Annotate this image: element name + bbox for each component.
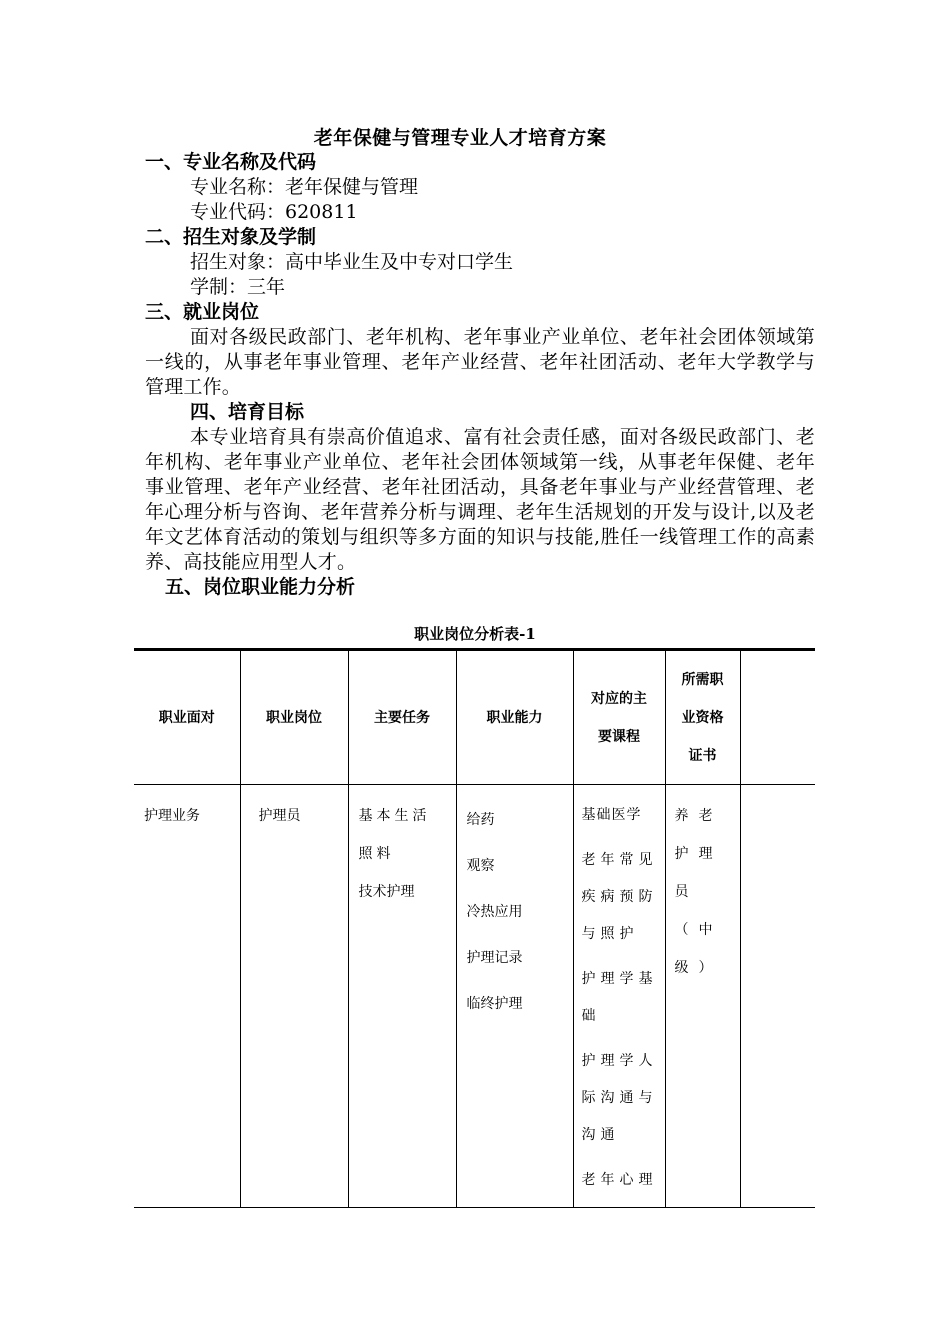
header-certificate [665, 650, 740, 785]
ability-item: 冷热应用 [466, 904, 523, 920]
section-5-heading: 五、岗位职业能力分析 [165, 576, 356, 598]
course-item: 老年常见疾病预防与照护 [581, 852, 658, 942]
cell-tasks [348, 785, 456, 1208]
section-4-paragraph: 本专业培育具有崇高价值追求、富有社会责任感，面对各级民政部门、老年机构、老年事业产业单位、老年社会团体领域第一线，从事老年保健、老年事业管理、老年产业经营、老年社团活动，具备老年事业与产业经营管理、老年心理分析与咨询、老年营养分析与调理、老年生活规划的开发与设计,以及老年文艺体育活动的策划与组织等多方面的知识与技能,胜任一线管理工作的高素养、高技能应用型人才。 [145, 426, 815, 573]
cell-field-text: 护理业务 [144, 808, 200, 824]
cell-post [240, 785, 348, 1208]
section-3-paragraph: 面对各级民政部门、老年机构、老年事业产业单位、老年社会团体领域第一线的，从事老年事业管理、老年产业经营、老年社团活动、老年大学教学与管理工作。 [145, 326, 815, 398]
course-item: 护理学人际沟通与沟通 [581, 1053, 658, 1143]
job-analysis-table [134, 648, 815, 1208]
header-certificate-line-1: 所需职 [681, 671, 724, 688]
header-courses-line-1: 对应的主 [591, 690, 647, 707]
table-caption: 职业岗位分析表-1 [414, 625, 536, 643]
ability-item: 给药 [466, 812, 495, 828]
header-certificate-line-2: 业资格 [681, 709, 724, 726]
major-code-line: 专业代码：620811 [190, 201, 358, 223]
course-item: 老年心理 [581, 1172, 658, 1188]
document-body [145, 150, 815, 600]
header-field: 职业面对 [134, 650, 240, 785]
cell-empty [740, 785, 815, 1208]
document-title: 老年保健与管理专业人才培育方案 [313, 127, 607, 149]
section-1-heading: 一、专业名称及代码 [145, 151, 317, 173]
cell-certificate-text: 养老护理员（中级） [674, 808, 723, 976]
major-name-line: 专业名称：老年保健与管理 [190, 176, 419, 198]
header-tasks: 主要任务 [348, 650, 456, 785]
table-row [134, 785, 815, 1208]
section-2-heading: 二、招生对象及学制 [145, 226, 317, 248]
task-item: 技术护理 [358, 884, 415, 900]
cell-field [134, 785, 240, 1208]
section-4-heading: 四、培育目标 [190, 401, 305, 423]
header-certificate-line-3: 证书 [688, 747, 717, 764]
ability-item: 临终护理 [466, 996, 523, 1012]
section-3-heading: 三、就业岗位 [145, 301, 260, 323]
header-courses-line-2: 要课程 [598, 728, 640, 745]
header-post: 职业岗位 [240, 650, 348, 785]
duration-line: 学制：三年 [190, 276, 286, 298]
course-item: 护理学基础 [581, 971, 658, 1024]
cell-certificate [665, 785, 740, 1208]
table-header-row [134, 650, 815, 785]
task-item: 基本生活照料 [358, 808, 431, 862]
header-abilities: 职业能力 [456, 650, 573, 785]
course-item: 基础医学 [581, 807, 642, 823]
cell-abilities [456, 785, 573, 1208]
cell-courses [573, 785, 665, 1208]
header-courses [573, 650, 665, 785]
cell-post-text: 护理员 [258, 808, 301, 824]
header-empty [740, 650, 815, 785]
ability-item: 观察 [466, 858, 495, 874]
ability-item: 护理记录 [466, 950, 523, 966]
enrollment-target-line: 招生对象：高中毕业生及中专对口学生 [190, 251, 514, 273]
